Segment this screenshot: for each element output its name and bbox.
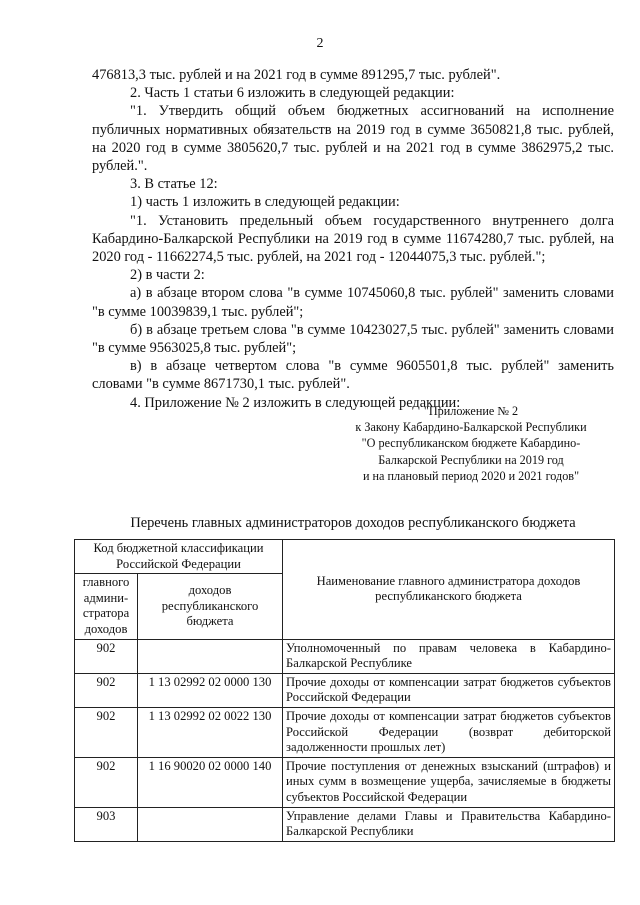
cell-code: 1 13 02992 02 0000 130	[138, 673, 283, 707]
table-row	[75, 707, 615, 757]
cell-name: Управление делами Главы и Правительства Кабардино-Балкарской Республики	[283, 807, 615, 841]
cell-name: Прочие поступления от денежных взысканий (штрафов) и иных сумм в возмещение ущерба, зачисляемые в бюджеты субъектов Российской Федерации	[283, 757, 615, 807]
cell-admin: 902	[75, 639, 138, 673]
paragraph-quote-debt: "1. Установить предельный объем государственного внутреннего долга Кабардино-Балкарской Республики на 2019 год в сумме 11674280,7 тыс. рублей, на 2020 год - 11662274,5 тыс. рублей, на 2021 год - 12044075,3 тыс. рублей.";	[92, 212, 614, 266]
cell-name: Прочие доходы от компенсации затрат бюджетов субъектов Российской Федерации (возврат дебиторской задолженности прошлых лет)	[283, 707, 615, 757]
paragraph-subitem-b: б) в абзаце третьем слова "в сумме 10423027,5 тыс. рублей" заменить словами "в сумме 9563025,8 тыс. рублей";	[92, 321, 614, 357]
header-group-bcc: Код бюджетной классификации Российской Федерации	[75, 540, 283, 574]
appendix-header	[330, 403, 612, 484]
paragraph-quote-obligations: "1. Утвердить общий объем бюджетных ассигнований на исполнение публичных нормативных обязательств на 2019 год в сумме 3650821,8 тыс. рублей, на 2020 год в сумме 3805620,7 тыс. рублей и на 2021 год в сумме 3862975,2 тыс. рублей.".	[92, 103, 614, 175]
appendix-line: Балкарской Республики на 2019 год	[378, 452, 564, 467]
cell-name: Прочие доходы от компенсации затрат бюджетов субъектов Российской Федерации	[283, 673, 615, 707]
cell-code: 1 13 02992 02 0022 130	[138, 707, 283, 757]
header-income-code: доходов республиканского бюджета	[138, 574, 283, 639]
cell-admin: 902	[75, 673, 138, 707]
table-row	[75, 673, 615, 707]
paragraph-item-3: 3. В статье 12:	[130, 176, 218, 193]
cell-name: Уполномоченный по правам человека в Кабардино-Балкарской Республике	[283, 639, 615, 673]
table-title: Перечень главных администраторов доходов республиканского бюджета	[130, 515, 576, 531]
paragraph-continuation: 476813,3 тыс. рублей и на 2021 год в сумме 891295,7 тыс. рублей".	[92, 67, 501, 83]
cell-code: 1 16 90020 02 0000 140	[138, 757, 283, 807]
appendix-line: "Приложение № 2	[423, 404, 519, 418]
appendix-line: к Закону Кабардино-Балкарской Республики	[355, 420, 587, 435]
cell-admin: 903	[75, 807, 138, 841]
cell-admin: 902	[75, 707, 138, 757]
paragraph-item-4: 4. Приложение № 2 изложить в следующей редакции:	[130, 394, 461, 411]
table-row	[75, 807, 615, 841]
appendix-line: "О республиканском бюджете Кабардино-	[361, 436, 581, 451]
body-text	[92, 66, 614, 412]
cell-code	[138, 807, 283, 841]
cell-admin: 902	[75, 757, 138, 807]
revenue-administrators-table	[74, 539, 615, 842]
header-admin-code: главного админи-стратора доходов	[75, 574, 138, 639]
paragraph-subitem-1: 1) часть 1 изложить в следующей редакции:	[130, 194, 400, 211]
paragraph-subitem-2: 2) в части 2:	[130, 267, 205, 284]
paragraph-subitem-a: а) в абзаце втором слова "в сумме 10745060,8 тыс. рублей" заменить словами "в сумме 10039839,1 тыс. рублей";	[92, 285, 614, 320]
paragraph-subitem-v: в) в абзаце четвертом слова "в сумме 9605501,8 тыс. рублей" заменить словами "в сумме 8671730,1 тыс. рублей".	[92, 358, 614, 393]
table-row	[75, 639, 615, 673]
cell-code	[138, 639, 283, 673]
paragraph-item-2: 2. Часть 1 статьи 6 изложить в следующей редакции:	[130, 85, 455, 102]
appendix-line: и на плановый период 2020 и 2021 годов"	[362, 468, 580, 483]
table-row	[75, 757, 615, 807]
page-number: 2	[316, 36, 324, 51]
header-admin-name: Наименование главного администратора доходов республиканского бюджета	[283, 540, 615, 640]
